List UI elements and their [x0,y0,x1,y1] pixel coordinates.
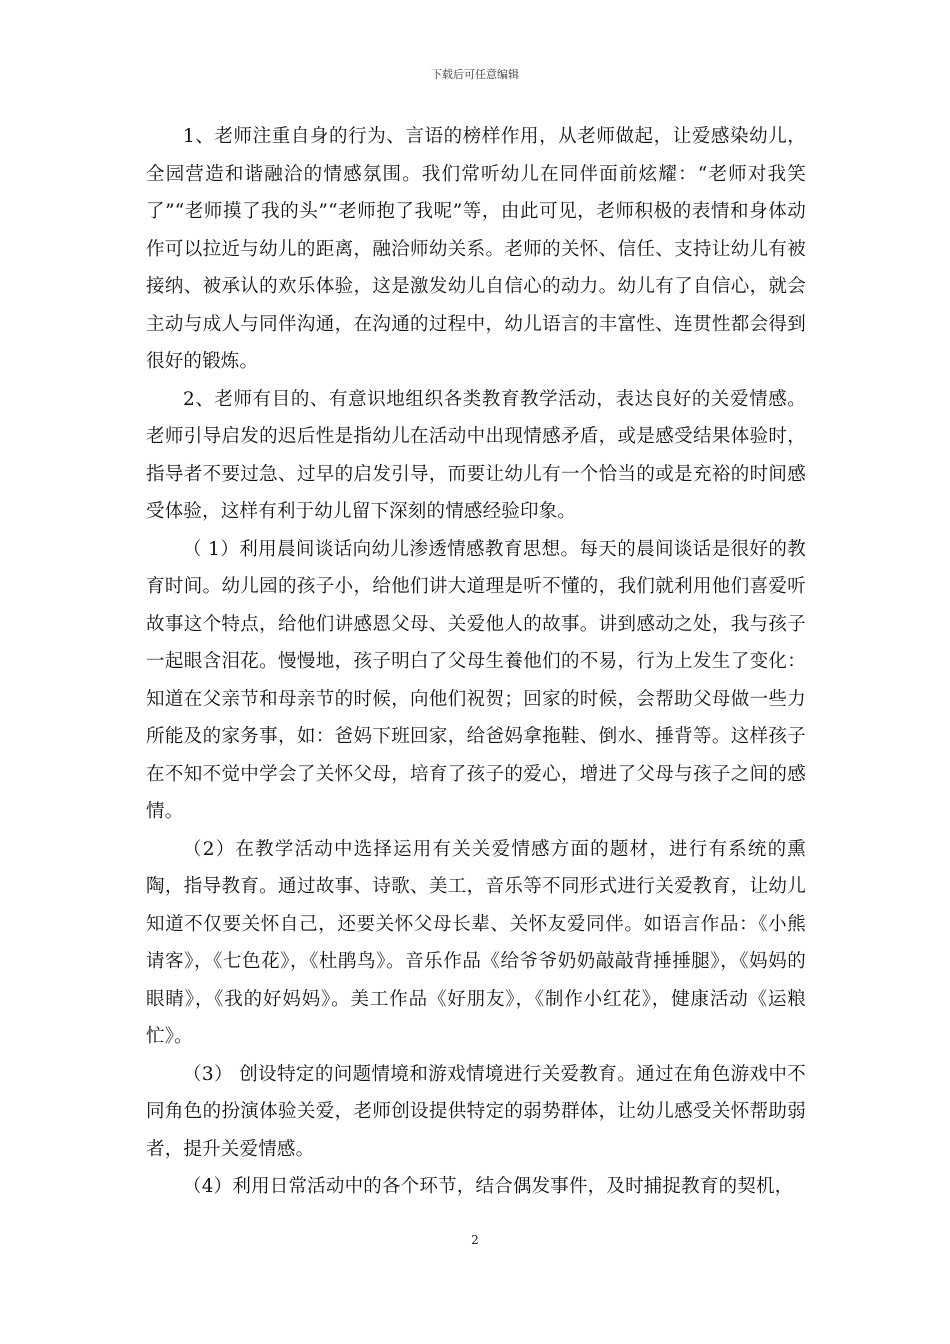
page-header: 下载后可任意编辑 [431,68,519,81]
paragraph-6: （4）利用日常活动中的各个环节，结合偶发事件，及时捕捉教育的契机， [183,1176,794,1197]
paragraph-5: （3） 创设特定的问题情境和游戏情境进行关爱教育。通过在角色游戏中不同角色的扮演体验关爱，老师创设提供特定的弱势群体，让幼儿感受关怀帮助弱者，提升关爱情感。 [146,1063,806,1160]
paragraph-4: （2）在教学活动中选择运用有关关爱情感方面的题材，进行有系统的熏陶，指导教育。通过故事、诗歌、美工，音乐等不同形式进行关爱教育，让幼儿知道不仅要关怀自己，还要关怀父母长辈、关怀友爱同伴。如语言作品：《小熊请客》，《七色花》，《杜鹃鸟》。音乐作品《给爷爷奶奶敲敲背捶捶腿》，《妈妈的眼睛》，《我的好妈妈》。美工作品《好朋友》，《制作小红花》，健康活动《运粮忙》。 [146,838,806,1047]
paragraph-3: （ 1）利用晨间谈话向幼儿渗透情感教育思想。每天的晨间谈话是很好的教育时间。幼儿园的孩子小，给他们讲大道理是听不懂的，我们就利用他们喜爱听故事这个特点，给他们讲感恩父母、关爱他人的故事。讲到感动之处，我与孩子一起眼含泪花。慢慢地，孩子明白了父母生養他们的不易，行为上发生了变化：知道在父亲节和母亲节的时候，向他们祝贺；回家的时候，会帮助父母做一些力所能及的家务事，如：爸妈下班回家，给爸妈拿拖鞋、倒水、捶背等。这样孩子在不知不觉中学会了关怀父母，培育了孩子的爱心，增进了父母与孩子之间的感情。 [146,538,806,822]
document-body [146,118,806,1206]
page-number: 2 [471,1233,479,1247]
paragraph-2: 2、老师有目的、有意识地组织各类教育教学活动，表达良好的关爱情感。老师引导启发的迟后性是指幼儿在活动中出现情感矛盾，或是感受结果体验时，指导者不要过急、过早的启发引导，而要让幼儿有一个恰当的或是充裕的时间感受体验，这样有利于幼儿留下深刻的情感经验印象。 [146,388,806,522]
paragraph-1: 1、老师注重自身的行为、言语的榜样作用，从老师做起，让爱感染幼儿，全园营造和谐融洽的情感氛围。我们常听幼儿在同伴面前炫耀：“老师对我笑了”“老师摸了我的头”“老师抱了我呢”等，由此可见，老师积极的表情和身体动作可以拉近与幼儿的距离，融洽师幼关系。老师的关怀、信任、支持让幼儿有被接纳、被承认的欢乐体验，这是激发幼儿自信心的动力。幼儿有了自信心，就会主动与成人与同伴沟通，在沟通的过程中，幼儿语言的丰富性、连贯性都会得到很好的锻炼。 [146,126,806,372]
